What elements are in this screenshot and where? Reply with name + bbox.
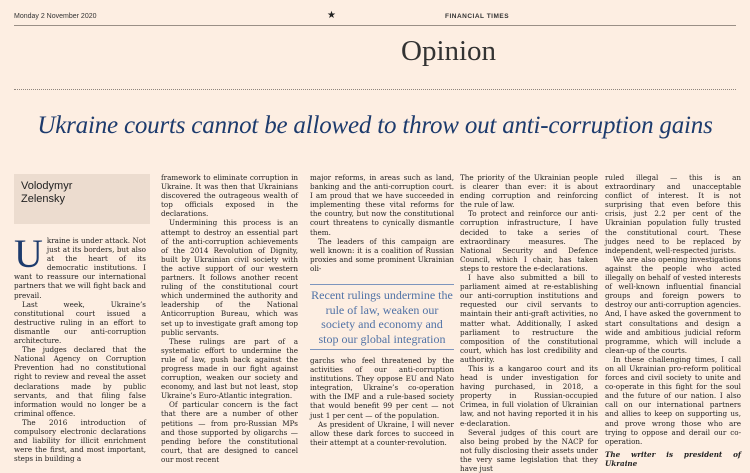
star-icon: ★ — [327, 10, 336, 21]
author-last-name: Zelensky — [21, 193, 66, 205]
paragraph: The leaders of this campaign are well known: it is a coalition of Russian proxies and some prominent Ukrainian oli- — [310, 236, 454, 273]
paragraph: We are also opening investigations against the people who acted illegally on behalf of vested interests of well-known influential financial groups and foreign powers to destroy our anti-corruption agencies. And, I have asked the government to start consultations and design a wide and ambitious judicial reform programme, which will include a clean-up of the courts. — [605, 254, 741, 355]
article-column-5 — [605, 173, 741, 468]
paragraph: Of particular concern is the fact that there are a number of other petitions — from pro-Russian MPs and those supported by oligarchs — pending before the constitutional court, that are designed to cancel our most recent — [161, 400, 298, 464]
pullquote-rule-top — [310, 284, 454, 285]
paragraph: To protect and reinforce our anti-corruption infrastructure, I have decided to take a series of extraordinary measures. The National Security and Defence Council, which I chair, has taken steps to restore the e-declarations. — [460, 209, 598, 273]
drop-cap: U — [14, 231, 43, 276]
paragraph: Undermining this process is an attempt to destroy an essential part of the anti-corruption achievements of the 2014 Revolution of Dignity, built by Ukrainian civil society with the active support of our western partners. It follows another recent ruling of the constitutional court which undermined the authority and leadership of the National Anticorruption Bureau, which was set up to investigate graft among top public servants. — [161, 218, 298, 337]
section-title: Opinion — [401, 35, 497, 67]
pull-quote: Recent rulings undermine the rule of law, weaken our society and economy and stop our global integration — [311, 288, 453, 346]
author-first-name: Volodymyr — [21, 180, 73, 192]
paragraph: ruled illegal — this is an extraordinary and unacceptable conflict of interest. It is not surprising that even before this crisis, just 2.2 per cent of the Ukrainian population fully trusted the constitutional court. These judges need to be replaced by independent, well-respected jurists. — [605, 173, 741, 255]
paragraph: major reforms, in areas such as land, banking and the anti-corruption court. I am proud that we have succeeded in implementing these vital reforms for the country, but now the constitutional court threatens to cynically dismantle them. — [310, 173, 454, 237]
paragraph: In these challenging times, I call on all Ukrainian pro-reform political forces and civil society to unite and co-operate in this fight for the soul and the future of our nation. I also call on our international partners and allies to keep on supporting us, and prove wrong those who are trying to oppose and derail our co-operation. — [605, 354, 741, 446]
publication-name: FINANCIAL TIMES — [445, 13, 510, 20]
article-column-2 — [161, 173, 298, 464]
paragraph: As president of Ukraine, I will never allow these dark forces to succeed in their attempt at a counter-revolution. — [310, 419, 454, 447]
pullquote-rule-bottom — [310, 349, 454, 350]
article-column-3 — [310, 173, 454, 273]
paragraph: The judges declared that the National Agency on Corruption Prevention had no constitutional right to review and reveal the asset declarations made by public servants, and that filing false information would no longer be a criminal offence. — [14, 345, 146, 418]
paragraph: The priority of the Ukrainian people is clearer than ever: it is about ending corruption and reinforcing the rule of law. — [460, 173, 598, 210]
masthead — [0, 0, 750, 30]
byline — [21, 180, 72, 206]
paragraph: Ukraine is under attack. Not just at its borders, but also at the heart of its democratic institutions. I want to reassure our international partners that we will fight back and prevail. — [14, 231, 146, 300]
paragraph: This is a kangaroo court and its head is under investigation for having purchased, in 2018, a property in Russian-occupied Crimea, in full violation of Ukrainian law, and not having reported it in his e-declaration. — [460, 363, 598, 428]
issue-date: Monday 2 November 2020 — [14, 13, 97, 20]
paragraph: framework to eliminate corruption in Ukraine. It was then that Ukrainians discovered the outrageous wealth of top officials exposed in the declarations. — [161, 173, 298, 219]
article-column-1 — [14, 231, 146, 464]
paragraph: garchs who feel threatened by the activities of our anti-corruption institutions. They oppose EU and Nato integration, Ukraine’s co-operation with the IMF and a rule-based society that would benefit 99 per cent — not just 1 per cent — of the population. — [310, 356, 454, 420]
masthead-divider — [14, 25, 736, 26]
paragraph: Several judges of this court are also being probed by the NACP for not fully disclosing their assets under the very same legislation that they have just — [460, 427, 598, 473]
article-column-3-continued — [310, 356, 454, 447]
paragraph: These rulings are part of a systematic effort to undermine the rule of law, push back against the progress made in our fight against corruption, weaken our society and economy, and last but not least, stop Ukraine’s Euro-Atlantic integration. — [161, 336, 298, 401]
paragraph: I have also submitted a bill to parliament aimed at re-establishing our anti-corruption institutions and requested our civil servants to maintain their anti-graft activities, no matter what. Additionally, I asked parliament to restructure the composition of the constitutional court, which has lost credibility and authority. — [460, 273, 598, 364]
author-footnote: The writer is president of Ukraine — [605, 449, 741, 468]
paragraph: Last week, Ukraine’s constitutional court issued a destructive ruling in an effort to dismantle our anti-corruption architecture. — [14, 299, 146, 346]
article-column-4 — [460, 173, 598, 473]
section-divider — [14, 89, 736, 90]
paragraph: The 2016 introduction of compulsory electronic declarations and liability for illicit enrichment were the first, and most important, steps in building a — [14, 417, 146, 464]
headline: Ukraine courts cannot be allowed to throw out anti-corruption gains — [37, 112, 713, 139]
